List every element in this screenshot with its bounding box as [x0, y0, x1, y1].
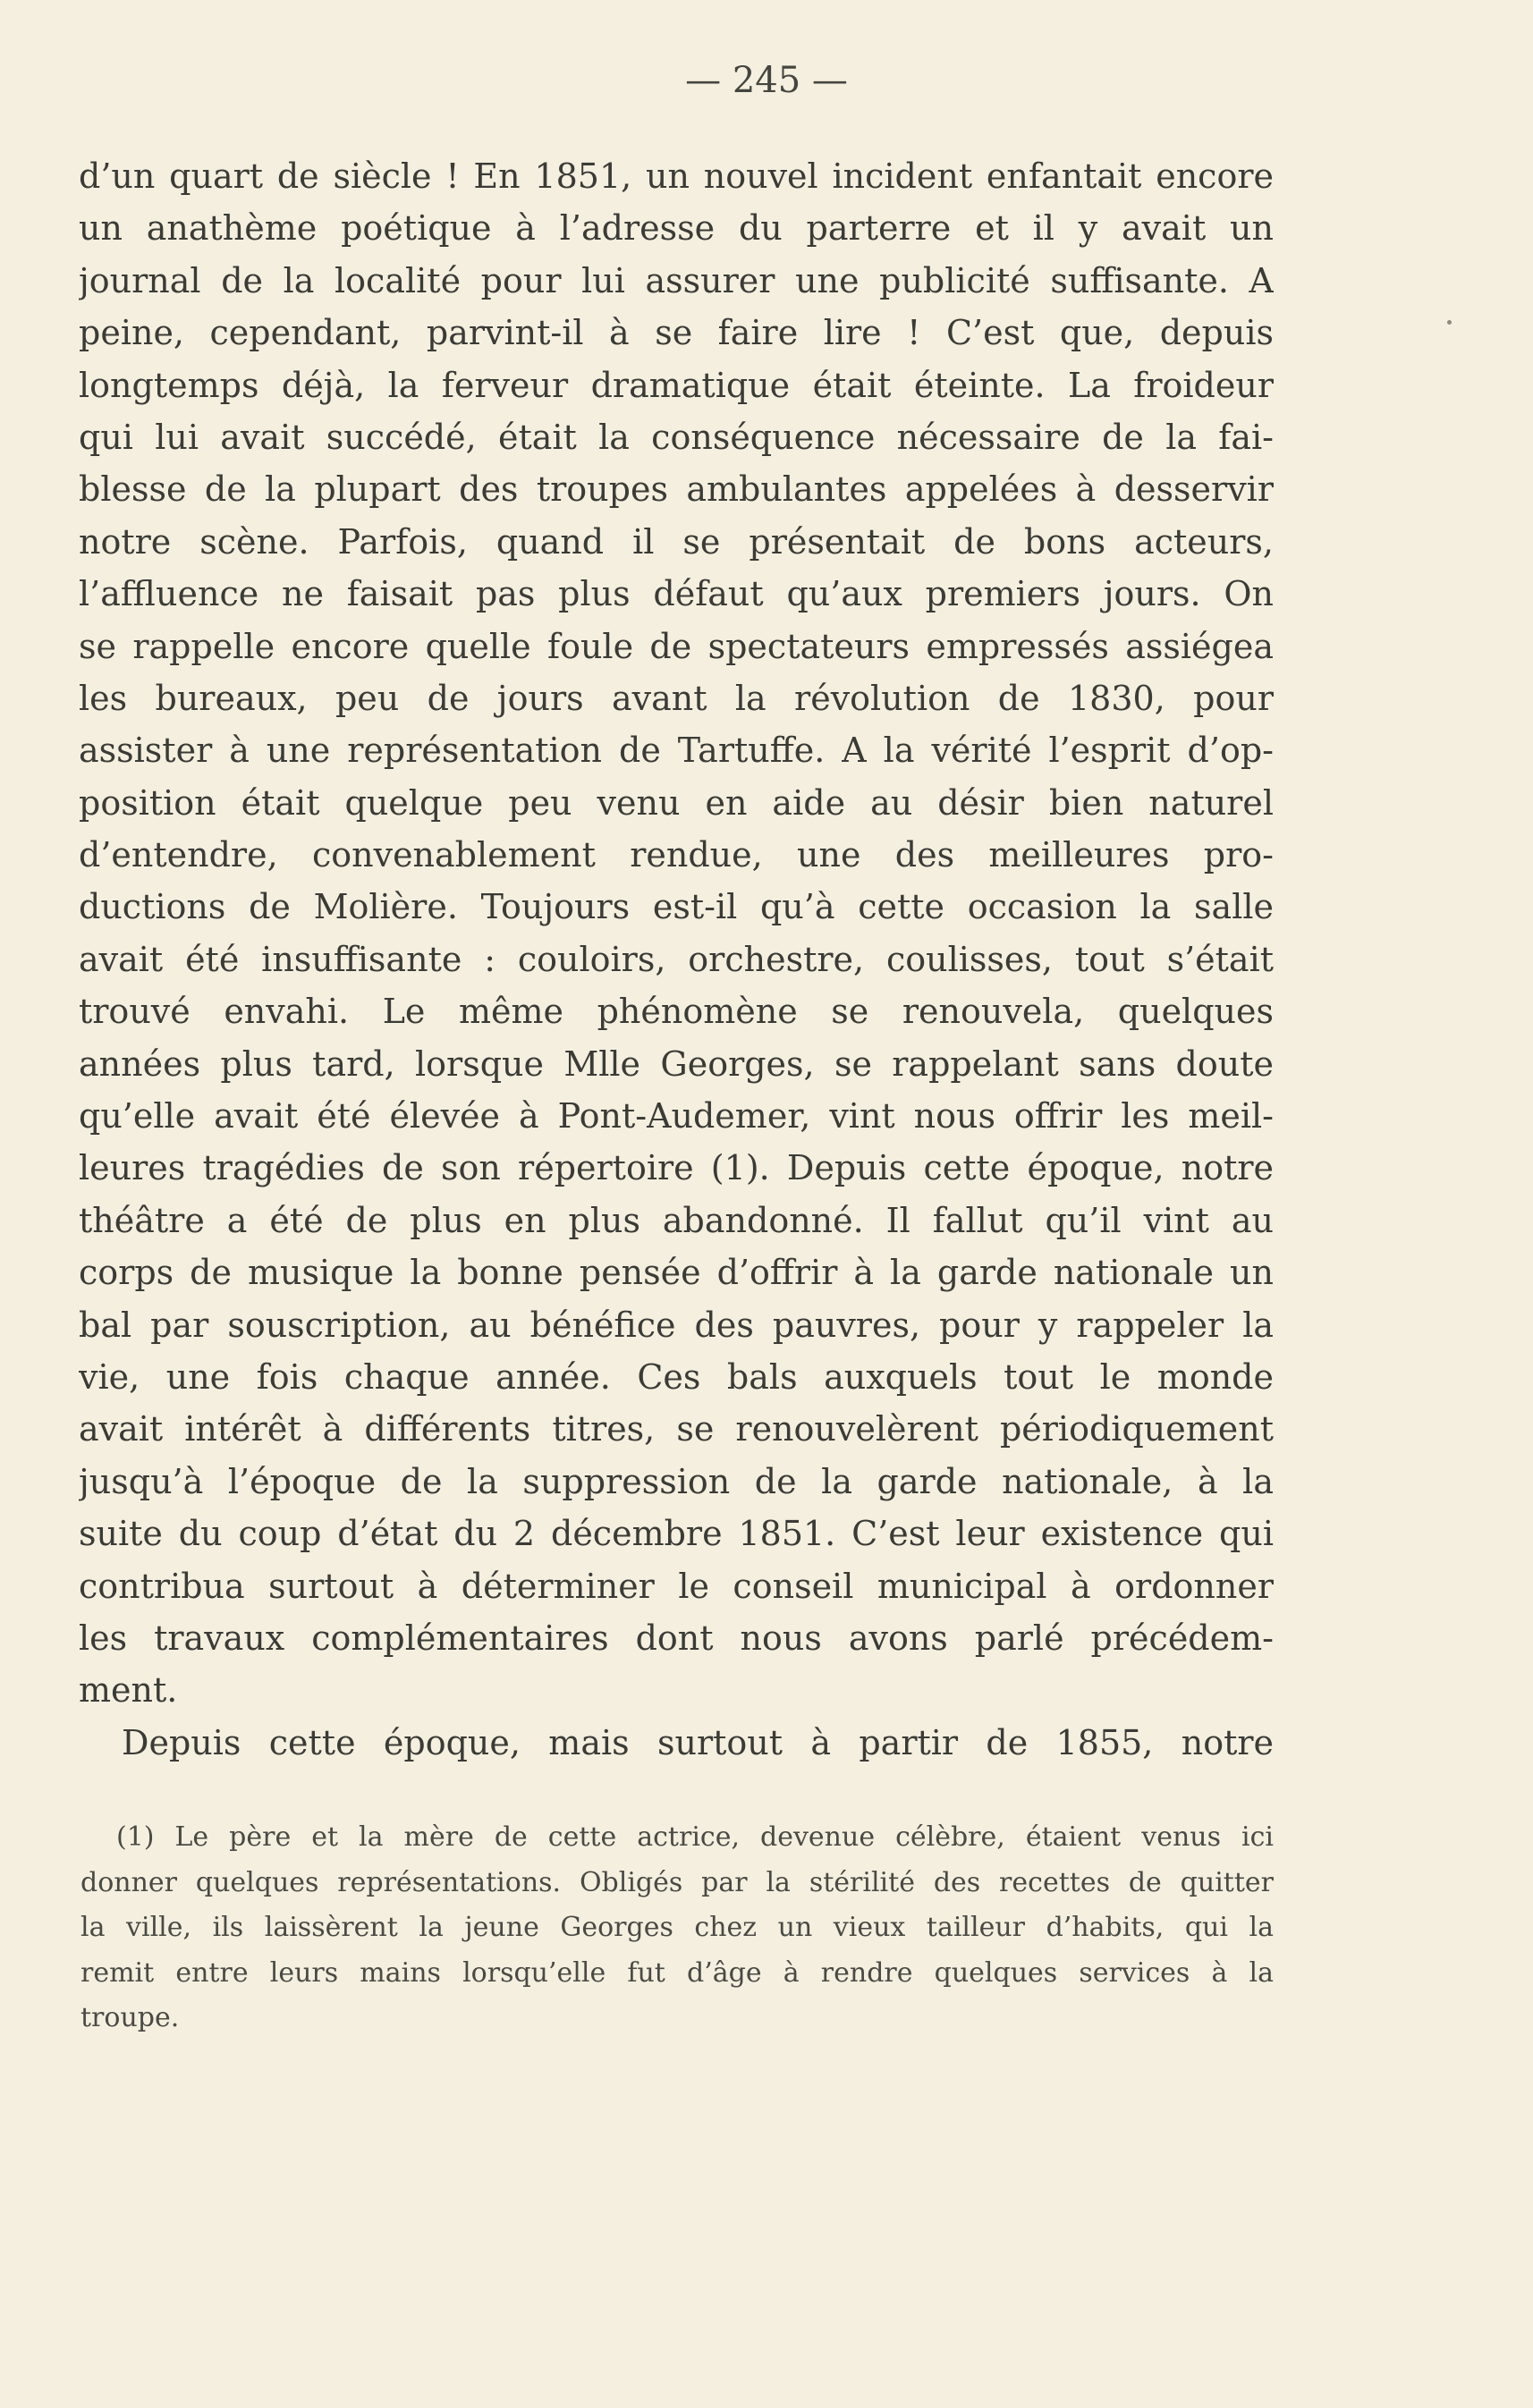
text-line: avait intérêt à différents titres, se renouvelèrent périodiquement [79, 1409, 1274, 1449]
paper-speck [1447, 320, 1452, 325]
text-line: avait été insuffisante : couloirs, orchestre, coulisses, tout s’était [79, 939, 1274, 979]
text-line: assister à une représentation de Tartuffe. A la vérité l’esprit d’op- [79, 731, 1274, 771]
text-line: les travaux complémentaires dont nous avons parlé précédem- [79, 1618, 1274, 1658]
text-line: contribua surtout à déterminer le conseil municipal à ordonner [79, 1566, 1274, 1606]
page-number: — 245 — [685, 60, 848, 101]
text-line: se rappelle encore quelle foule de spectateurs empressés assiégea [79, 626, 1274, 666]
text-line: un anathème poétique à l’adresse du parterre et il y avait un [79, 208, 1274, 249]
text-line: journal de la localité pour lui assurer une publicité suffisante. A [79, 260, 1274, 300]
text-line: années plus tard, lorsque Mlle Georges, se rappelant sans doute [79, 1043, 1274, 1084]
footnote-line: donner quelques représentations. Obligés par la stérilité des recettes de quitter [80, 1866, 1274, 1898]
text-line: les bureaux, peu de jours avant la révolution de 1830, pour [79, 678, 1274, 718]
body-text [79, 150, 1274, 1769]
text-line: jusqu’à l’époque de la suppression de la garde nationale, à la [79, 1461, 1274, 1501]
text-line: leures tragédies de son répertoire (1). Depuis cette époque, notre [79, 1148, 1274, 1188]
text-line: qu’elle avait été élevée à Pont-Audemer, vint nous offrir les meil- [79, 1096, 1274, 1136]
footnote-line: (1) Le père et la mère de cette actrice, devenue célèbre, étaient venus ici [116, 1821, 1274, 1853]
text-line: blesse de la plupart des troupes ambulantes appelées à desservir [79, 469, 1274, 510]
text-line: théâtre a été de plus en plus abandonné. Il fallut qu’il vint au [79, 1200, 1274, 1240]
text-line: l’affluence ne faisait pas plus défaut qu’aux premiers jours. On [79, 574, 1274, 614]
text-line: d’un quart de siècle ! En 1851, un nouvel incident enfantait encore [79, 156, 1274, 196]
text-line: corps de musique la bonne pensée d’offrir à la garde nationale un [79, 1253, 1274, 1293]
text-line: trouvé envahi. Le même phénomène se renouvela, quelques [79, 992, 1274, 1032]
text-line: position était quelque peu venu en aide au désir bien naturel [79, 782, 1274, 823]
text-line: bal par souscription, au bénéfice des pauvres, pour y rappeler la [79, 1305, 1274, 1345]
footnote-line: la ville, ils laissèrent la jeune Georges chez un vieux tailleur d’habits, qui la [80, 1912, 1274, 1943]
text-line: longtemps déjà, la ferveur dramatique était éteinte. La froideur [79, 365, 1274, 405]
text-line: ductions de Molière. Toujours est-il qu’à cette occasion la salle [79, 887, 1274, 927]
text-line: qui lui avait succédé, était la conséquence nécessaire de la fai- [79, 417, 1274, 457]
text-line: peine, cependant, parvint-il à se faire lire ! C’est que, depuis [79, 313, 1274, 353]
footnote-line: remit entre leurs mains lorsqu’elle fut d’âge à rendre quelques services à la [80, 1956, 1274, 1989]
text-line: Depuis cette époque, mais surtout à partir de 1855, notre [122, 1722, 1274, 1762]
text-line: d’entendre, convenablement rendue, une des meilleures pro- [79, 835, 1274, 875]
text-line: suite du coup d’état du 2 décembre 1851. C’est leur existence qui [79, 1514, 1274, 1554]
footnote-line: troupe. [80, 2002, 180, 2033]
text-line: notre scène. Parfois, quand il se présentait de bons acteurs, [79, 521, 1274, 562]
text-line: ment. [79, 1670, 178, 1711]
text-line: vie, une fois chaque année. Ces bals auxquels tout le monde [79, 1356, 1274, 1397]
footnote [80, 1815, 1274, 2041]
